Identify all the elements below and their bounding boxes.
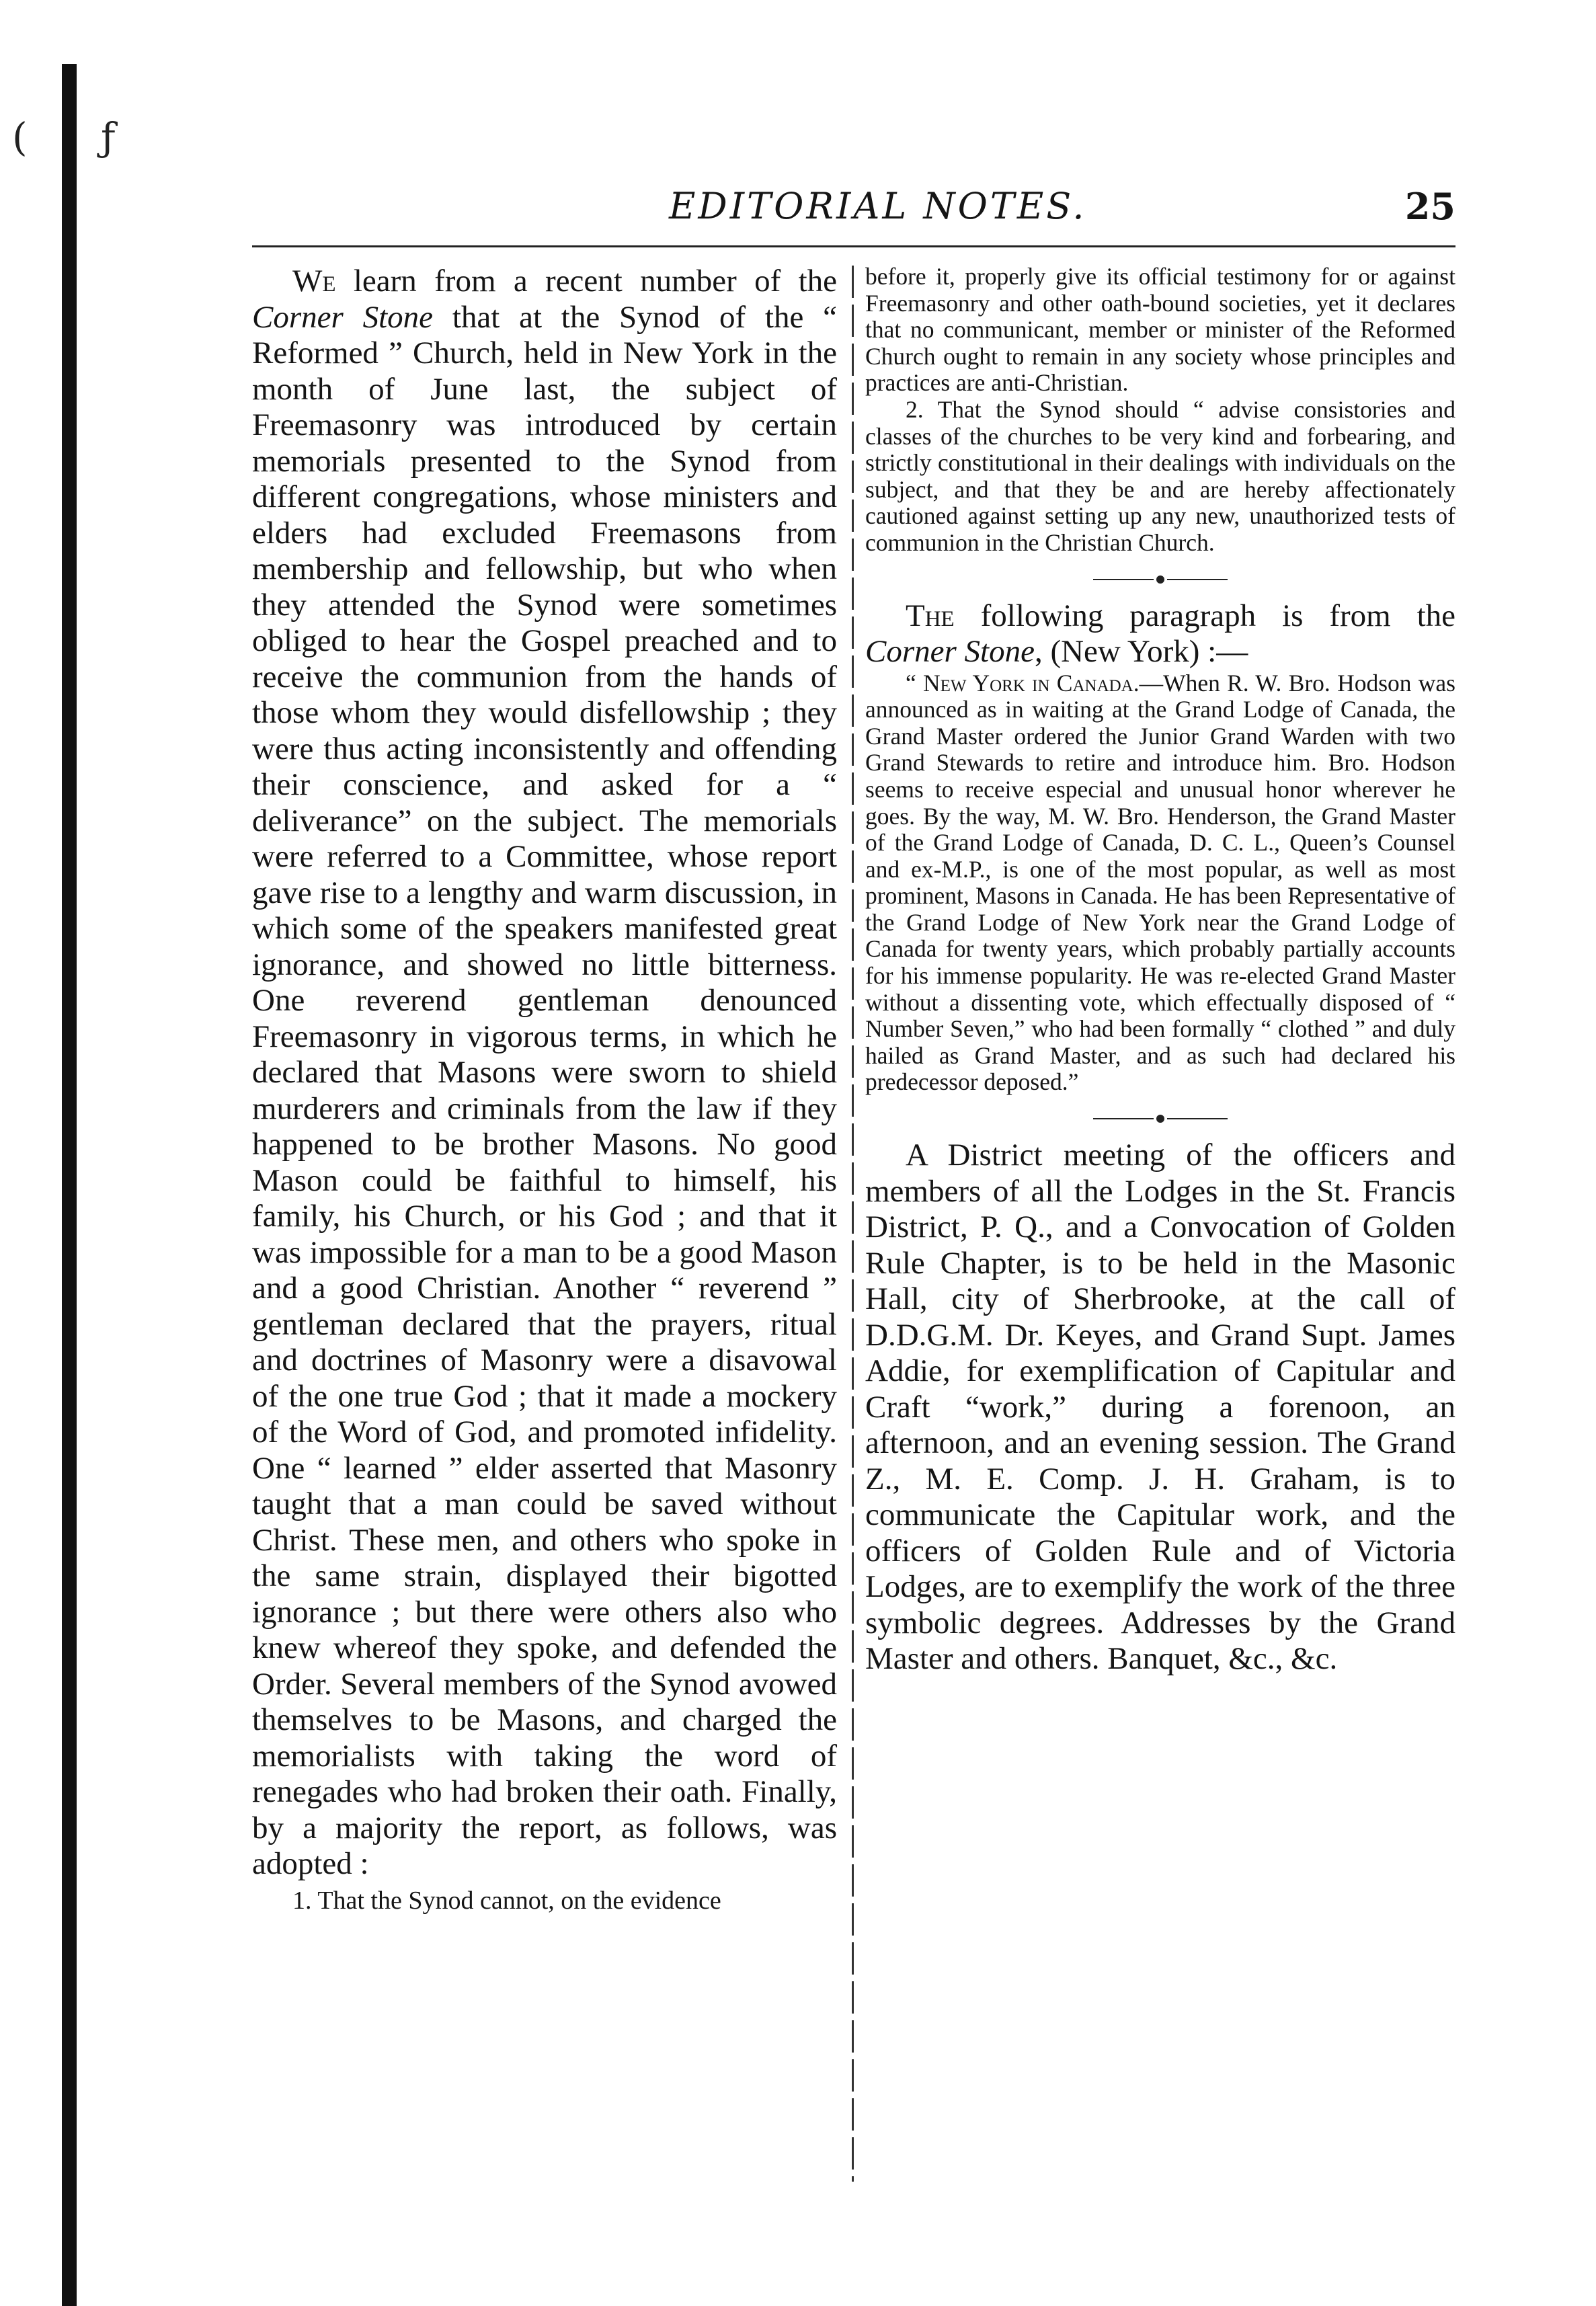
right-column	[865, 264, 1455, 1677]
margin-mark-paren: (	[12, 114, 28, 160]
district-meeting-notice: A District meeting of the officers and members of all the Lodges in the St. Francis District, P. Q., and a Convocation of Golden Rule Chapter, is to be held in the Masonic Hall, city of Sherbrooke, at the call of D.D.G.M. Dr. Keyes, and Grand Supt. James Addie, for exemplification of Capitular and Craft “work,” during a forenoon, an afternoon, and an evening session. The Grand Z., M. E. Comp. J. H. Graham, is to communicate the Capitular work, and the officers of Golden Rule and of Victoria Lodges, are to exemplify the work of the three symbolic degrees. Addresses by the Grand Master and others. Banquet, &c., &c.	[865, 1138, 1455, 1677]
para2-text-b: , (New York) :—	[1034, 634, 1248, 670]
page-number: 25	[1404, 185, 1455, 228]
corner-stone-intro	[865, 598, 1455, 670]
column-divider	[852, 266, 854, 2182]
running-title: EDITORIAL NOTES.	[669, 185, 1087, 227]
resolution-1-continued: before it, properly give its official testimony for or against Freemasonry and other oath-bound societies, yet it declares that no communicant, member or minister of the Reformed Church ought to remain in any society whose principles and practices are anti-Christian.	[865, 263, 1455, 397]
quote-heading: “ New York in Canada.	[906, 669, 1140, 697]
quoted-paragraph	[865, 670, 1455, 1097]
margin-mark-script: ƒ	[101, 114, 116, 160]
section-separator-2	[865, 1108, 1455, 1128]
resolution-1-start: 1. That the Synod cannot, on the evidence	[292, 1886, 721, 1915]
opening-small-caps: We	[292, 264, 336, 299]
page-header	[252, 185, 1455, 239]
article-text-b: that at the Synod of the “ Reformed ” Church, held in New York in the month of June last, the subject of Freemasonry was introduced by certain memorials presented to the Synod from different congregations, whose ministers and elders had excluded Freemasons from membership and fellowship, but who when they attended the Synod were sometimes obliged to hear the Gospel preached and to receive the communion from the hands of those whom they would disfellowship ; they were thus acting inconsistently and offending their conscience, and asked for a “ deliverance” on the subject. The memorials were referred to a Committee, whose report gave rise to a lengthy and warm discussion, in which some of the speakers manifested great ignorance, and showed no little bitterness. One reverend gentleman denounced Freemasonry in vigorous terms, in which he declared that Masons were sworn to shield murderers and criminals from the law if they happened to be brother Masons. No good Mason could be faithful to himself, his family, his Church, or his God ; and that it was impossible for a man to be a good Mason and a good Christian. Another “ reverend ” gentleman declared that the prayers, ritual and doctrines of Masonry were a disavowal of the one true God ; that it made a mockery of the Word of God, and promoted infidelity. One “ learned ” elder asserted that Masonry taught that a man could be saved without Christ. These men, and others who spoke in the same strain, displayed their bigotted ignorance ; but there were others also who knew whereof they spoke, and defended the Order. Several members of the Synod avowed themselves to be Masons, and charged the memorialists with taking the word of renegades who had broken their oath. Finally, by a majority the report, as follows, was adopted :	[252, 299, 837, 1881]
quote-body: —When R. W. Bro. Hodson was announced as in waiting at the Grand Lodge of Canada, the Grand Master ordered the Junior Grand Warden with two Grand Stewards to retire and introduce him. Bro. Hodson seems to receive especial and unusual honor wherever he goes. By the way, M. W. Bro. Henderson, the Grand Master of the Grand Lodge of Canada, D. C. L., Queen’s Counsel and ex-M.P., is one of the most popular, as well as most prominent, Masons in Canada. He has been Representative of the Grand Lodge of New York near the Grand Lodge of Canada for twenty years, which probably partially accounts for his immense popularity. He was re-elected Grand Master without a dissenting vote, which effectually disposed of “ Number Seven,” who had been formally “ clothed ” and duly hailed as Grand Master, and as such had declared his predecessor deposed.”	[865, 669, 1455, 1096]
binding-gutter-bar	[62, 64, 77, 2306]
section-separator	[865, 569, 1455, 589]
left-column	[252, 264, 837, 1915]
para2-small-caps: The	[906, 598, 955, 633]
article-text-a: learn from a recent number of the	[335, 264, 837, 299]
para2-text-a: following paragraph is from the	[954, 598, 1455, 633]
header-rule	[252, 245, 1455, 247]
corner-stone-title: Corner Stone	[252, 299, 434, 335]
resolution-2: 2. That the Synod should “ advise consistories and classes of the churches to be very kind and forbearing, and strictly constitutional in their dealings with individuals on the subject, and that they be and are hereby affectionately cautioned against setting up any new, unauthorized tests of communion in the Christian Church.	[865, 395, 1455, 556]
corner-stone-title-2: Corner Stone	[865, 634, 1035, 670]
synod-article	[252, 264, 837, 1882]
